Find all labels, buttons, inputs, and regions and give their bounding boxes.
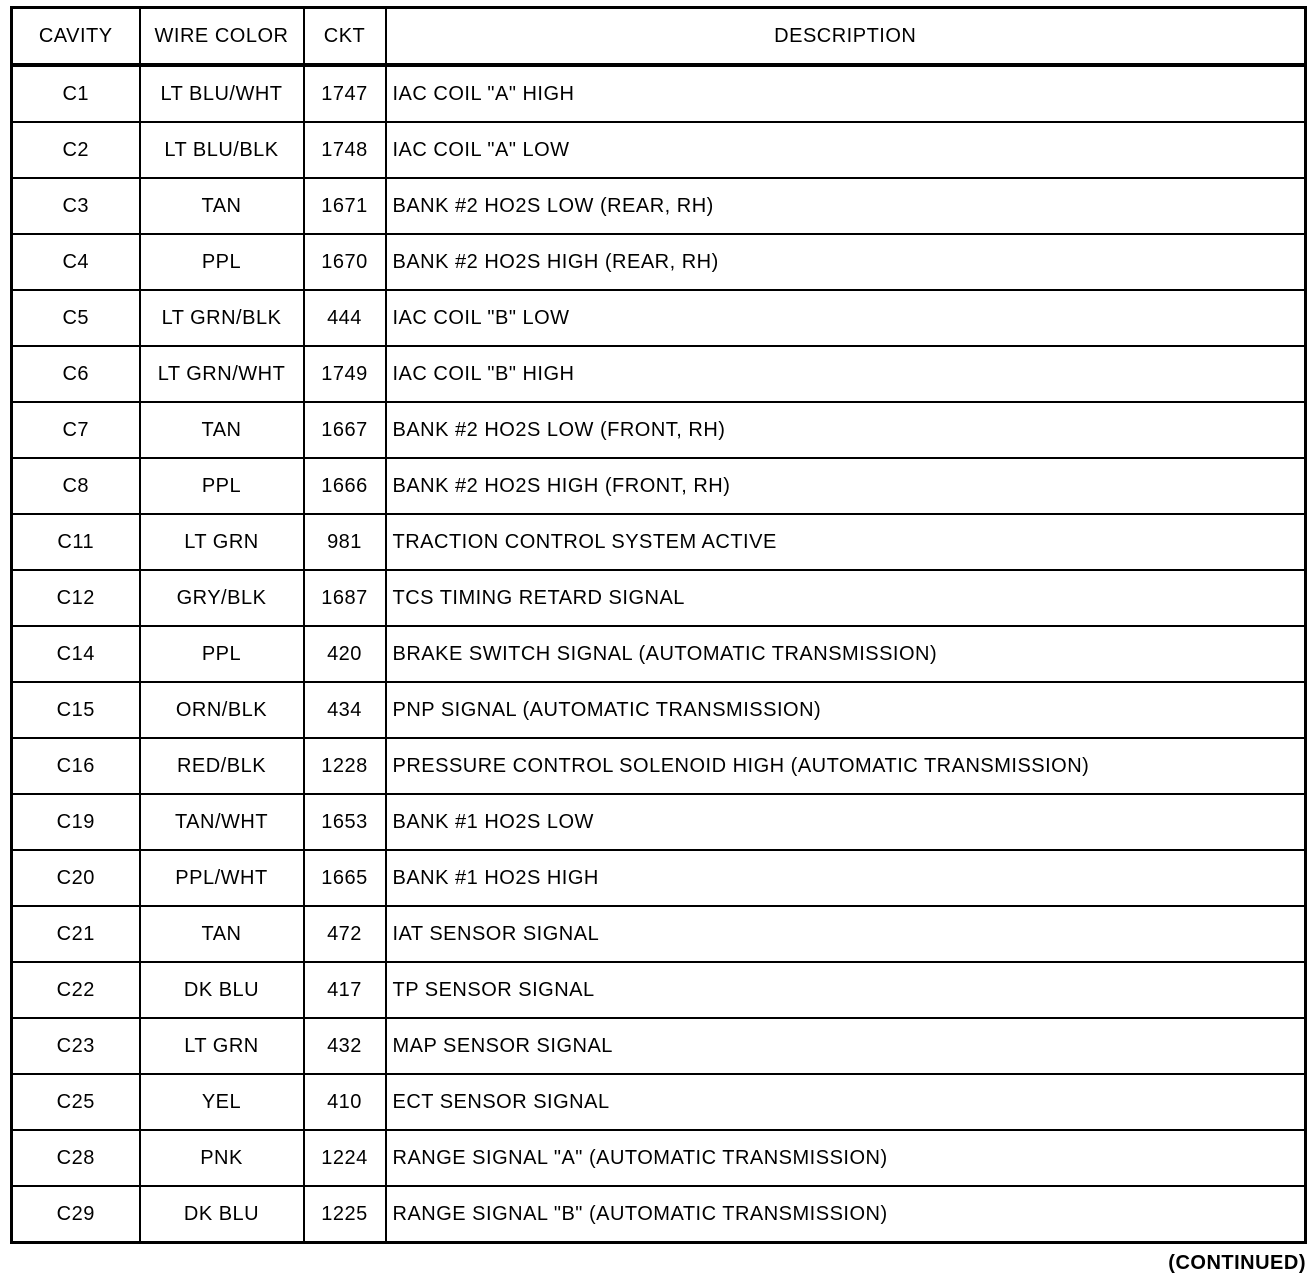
description-cell: RANGE SIGNAL "B" (AUTOMATIC TRANSMISSION)	[386, 1186, 1306, 1243]
ckt-cell: 434	[304, 682, 386, 738]
ckt-cell: 1670	[304, 234, 386, 290]
cavity-cell: C16	[12, 738, 140, 794]
continued-note: (CONTINUED)	[1168, 1252, 1306, 1274]
wire-color-cell: PNK	[140, 1130, 304, 1186]
cavity-cell: C2	[12, 122, 140, 178]
wire-color-cell: LT GRN	[140, 514, 304, 570]
ckt-cell: 1653	[304, 794, 386, 850]
description-cell: BRAKE SWITCH SIGNAL (AUTOMATIC TRANSMISSION)	[386, 626, 1306, 682]
wire-color-cell: PPL	[140, 234, 304, 290]
description-cell: IAC COIL "B" LOW	[386, 290, 1306, 346]
ckt-cell: 417	[304, 962, 386, 1018]
cavity-cell: C6	[12, 346, 140, 402]
ckt-cell: 1667	[304, 402, 386, 458]
cavity-cell: C12	[12, 570, 140, 626]
table-row	[12, 906, 1306, 962]
wire-color-cell: DK BLU	[140, 962, 304, 1018]
table-row	[12, 290, 1306, 346]
table-row	[12, 1130, 1306, 1186]
table-row	[12, 458, 1306, 514]
wire-color-cell: PPL	[140, 458, 304, 514]
table-row	[12, 178, 1306, 234]
table-row	[12, 850, 1306, 906]
cavity-cell: C7	[12, 402, 140, 458]
cavity-cell: C14	[12, 626, 140, 682]
description-cell: PNP SIGNAL (AUTOMATIC TRANSMISSION)	[386, 682, 1306, 738]
table-row	[12, 570, 1306, 626]
ckt-cell: 444	[304, 290, 386, 346]
cavity-cell: C20	[12, 850, 140, 906]
description-cell: PRESSURE CONTROL SOLENOID HIGH (AUTOMATIC TRANSMISSION)	[386, 738, 1306, 794]
table-row	[12, 738, 1306, 794]
table-row	[12, 1186, 1306, 1243]
wire-color-cell: LT GRN/BLK	[140, 290, 304, 346]
wire-color-cell: DK BLU	[140, 1186, 304, 1243]
table-row	[12, 626, 1306, 682]
ckt-cell: 981	[304, 514, 386, 570]
table-row	[12, 65, 1306, 122]
table-row	[12, 682, 1306, 738]
wire-color-cell: TAN	[140, 178, 304, 234]
wire-color-cell: TAN/WHT	[140, 794, 304, 850]
header-ckt: CKT	[304, 8, 386, 66]
ckt-cell: 432	[304, 1018, 386, 1074]
description-cell: BANK #2 HO2S HIGH (REAR, RH)	[386, 234, 1306, 290]
ckt-cell: 1749	[304, 346, 386, 402]
description-cell: IAC COIL "A" HIGH	[386, 65, 1306, 122]
cavity-cell: C29	[12, 1186, 140, 1243]
table-row	[12, 346, 1306, 402]
table-row	[12, 122, 1306, 178]
wire-color-cell: LT GRN/WHT	[140, 346, 304, 402]
ckt-cell: 1748	[304, 122, 386, 178]
wire-color-cell: LT GRN	[140, 1018, 304, 1074]
cavity-cell: C4	[12, 234, 140, 290]
header-wire-color: WIRE COLOR	[140, 8, 304, 66]
ckt-cell: 472	[304, 906, 386, 962]
table-header-row	[12, 8, 1306, 66]
table-row	[12, 794, 1306, 850]
cavity-cell: C5	[12, 290, 140, 346]
cavity-cell: C22	[12, 962, 140, 1018]
description-cell: MAP SENSOR SIGNAL	[386, 1018, 1306, 1074]
description-cell: BANK #2 HO2S LOW (REAR, RH)	[386, 178, 1306, 234]
description-cell: IAC COIL "A" LOW	[386, 122, 1306, 178]
ckt-cell: 1224	[304, 1130, 386, 1186]
cavity-cell: C28	[12, 1130, 140, 1186]
table-row	[12, 234, 1306, 290]
wire-color-cell: YEL	[140, 1074, 304, 1130]
description-cell: IAC COIL "B" HIGH	[386, 346, 1306, 402]
wire-color-cell: PPL	[140, 626, 304, 682]
ckt-cell: 1687	[304, 570, 386, 626]
ckt-cell: 1666	[304, 458, 386, 514]
header-cavity: CAVITY	[12, 8, 140, 66]
description-cell: IAT SENSOR SIGNAL	[386, 906, 1306, 962]
table-row	[12, 402, 1306, 458]
ckt-cell: 1671	[304, 178, 386, 234]
ckt-cell: 1665	[304, 850, 386, 906]
table-body	[12, 65, 1306, 1243]
wire-color-cell: LT BLU/BLK	[140, 122, 304, 178]
wire-color-cell: ORN/BLK	[140, 682, 304, 738]
table-row	[12, 1074, 1306, 1130]
description-cell: TCS TIMING RETARD SIGNAL	[386, 570, 1306, 626]
cavity-cell: C8	[12, 458, 140, 514]
wire-color-cell: LT BLU/WHT	[140, 65, 304, 122]
table-row	[12, 962, 1306, 1018]
cavity-cell: C25	[12, 1074, 140, 1130]
wire-color-cell: TAN	[140, 906, 304, 962]
wire-color-cell: PPL/WHT	[140, 850, 304, 906]
cavity-cell: C3	[12, 178, 140, 234]
wire-color-cell: GRY/BLK	[140, 570, 304, 626]
ckt-cell: 1225	[304, 1186, 386, 1243]
cavity-cell: C1	[12, 65, 140, 122]
description-cell: TRACTION CONTROL SYSTEM ACTIVE	[386, 514, 1306, 570]
ckt-cell: 410	[304, 1074, 386, 1130]
description-cell: BANK #1 HO2S LOW	[386, 794, 1306, 850]
connector-pinout-table	[10, 6, 1307, 1244]
table-row	[12, 1018, 1306, 1074]
cavity-cell: C23	[12, 1018, 140, 1074]
ckt-cell: 420	[304, 626, 386, 682]
ckt-cell: 1747	[304, 65, 386, 122]
description-cell: BANK #2 HO2S HIGH (FRONT, RH)	[386, 458, 1306, 514]
cavity-cell: C21	[12, 906, 140, 962]
description-cell: BANK #1 HO2S HIGH	[386, 850, 1306, 906]
cavity-cell: C15	[12, 682, 140, 738]
cavity-cell: C11	[12, 514, 140, 570]
description-cell: RANGE SIGNAL "A" (AUTOMATIC TRANSMISSION)	[386, 1130, 1306, 1186]
wire-color-cell: RED/BLK	[140, 738, 304, 794]
table-row	[12, 514, 1306, 570]
description-cell: BANK #2 HO2S LOW (FRONT, RH)	[386, 402, 1306, 458]
description-cell: ECT SENSOR SIGNAL	[386, 1074, 1306, 1130]
header-description: DESCRIPTION	[386, 8, 1306, 66]
cavity-cell: C19	[12, 794, 140, 850]
description-cell: TP SENSOR SIGNAL	[386, 962, 1306, 1018]
ckt-cell: 1228	[304, 738, 386, 794]
wire-color-cell: TAN	[140, 402, 304, 458]
